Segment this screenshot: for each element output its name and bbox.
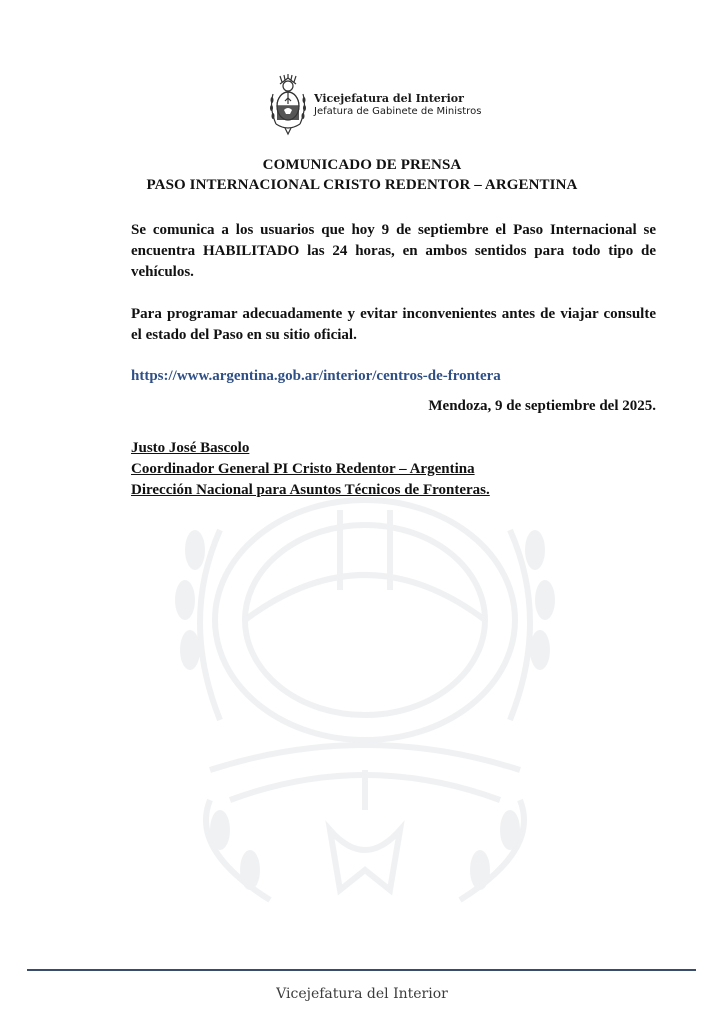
body-paragraph-advice: Para programar adecuadamente y evitar inconvenientes antes de viajar consulte el estado del Paso en su sitio oficial. <box>131 306 656 343</box>
footer-text: Vicejefatura del Interior <box>276 986 448 1002</box>
logo-text <box>314 93 481 116</box>
logo-title: Vicejefatura del Interior <box>314 92 464 106</box>
header-logo <box>268 74 481 136</box>
signature-name: Justo José Bascolo <box>131 440 250 456</box>
coat-of-arms-watermark <box>150 470 580 930</box>
official-site-link[interactable]: https://www.argentina.gob.ar/interior/centros-de-frontera <box>131 368 501 384</box>
dateline: Mendoza, 9 de septiembre del 2025. <box>428 398 656 414</box>
document-title: COMUNICADO DE PRENSA <box>262 157 462 173</box>
body-paragraph-status: Se comunica a los usuarios que hoy 9 de septiembre el Paso Internacional se encuentra HABILITADO las 24 horas, en ambos sentidos para todo tipo de vehículos. <box>131 222 656 280</box>
argentine-coat-of-arms-icon <box>268 74 308 136</box>
logo-subtitle: Jefatura de Gabinete de Ministros <box>314 105 482 117</box>
document-subtitle: PASO INTERNACIONAL CRISTO REDENTOR – ARGENTINA <box>146 177 578 193</box>
signature-office: Dirección Nacional para Asuntos Técnicos de Fronteras. <box>131 482 490 498</box>
footer-divider <box>27 969 696 971</box>
signature-position: Coordinador General PI Cristo Redentor – Argentina <box>131 461 475 477</box>
